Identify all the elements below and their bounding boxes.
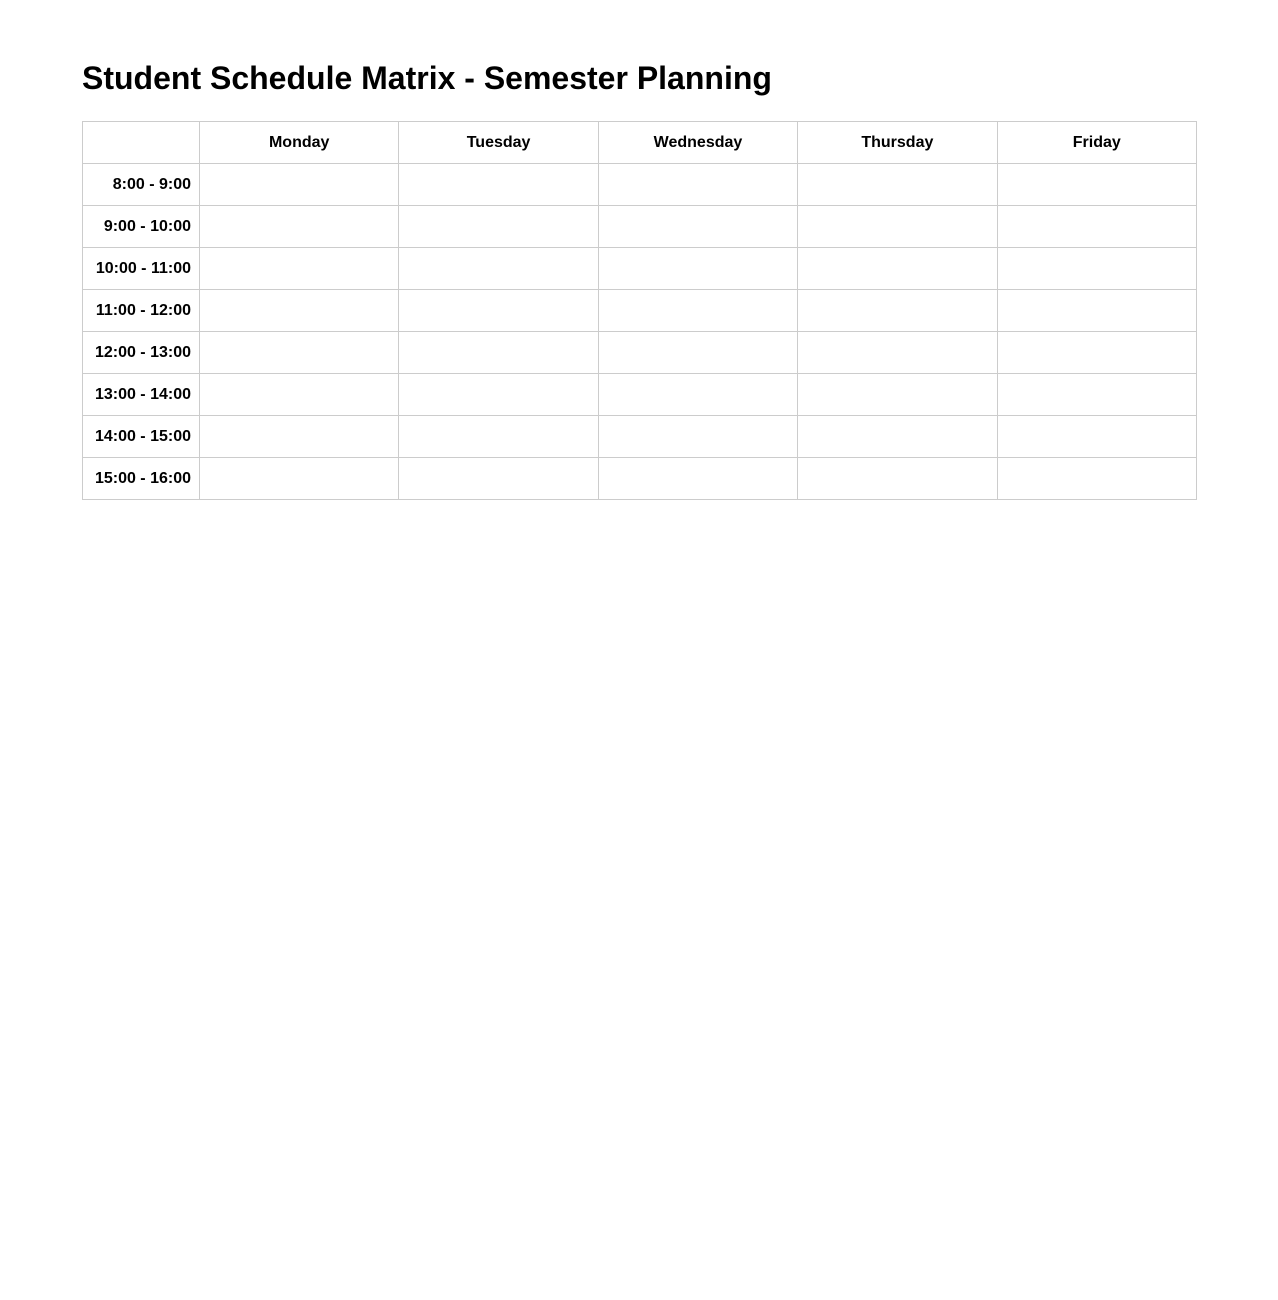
time-slot-label: 14:00 - 15:00 (83, 416, 200, 458)
schedule-cell-wednesday[interactable] (598, 416, 797, 458)
schedule-table (82, 121, 1197, 500)
schedule-cell-wednesday[interactable] (598, 206, 797, 248)
schedule-cell-monday[interactable] (200, 332, 399, 374)
schedule-cell-friday[interactable] (997, 458, 1196, 500)
schedule-cell-tuesday[interactable] (399, 290, 598, 332)
schedule-cell-friday[interactable] (997, 164, 1196, 206)
page-container (82, 56, 1196, 487)
schedule-cell-thursday[interactable] (798, 416, 997, 458)
schedule-cell-friday[interactable] (997, 290, 1196, 332)
time-slot-label: 10:00 - 11:00 (83, 248, 200, 290)
corner-cell (83, 122, 200, 164)
time-slot-row (83, 290, 1197, 332)
schedule-cell-tuesday[interactable] (399, 458, 598, 500)
time-slot-row (83, 248, 1197, 290)
schedule-cell-thursday[interactable] (798, 374, 997, 416)
time-slot-row (83, 374, 1197, 416)
schedule-cell-thursday[interactable] (798, 458, 997, 500)
time-slot-label: 11:00 - 12:00 (83, 290, 200, 332)
schedule-cell-wednesday[interactable] (598, 374, 797, 416)
page-title: Student Schedule Matrix - Semester Planning (82, 60, 772, 96)
time-slot-row (83, 332, 1197, 374)
schedule-cell-monday[interactable] (200, 374, 399, 416)
day-header-tuesday: Tuesday (399, 122, 598, 164)
time-slot-label: 8:00 - 9:00 (83, 164, 200, 206)
schedule-cell-monday[interactable] (200, 164, 399, 206)
schedule-cell-thursday[interactable] (798, 206, 997, 248)
schedule-cell-monday[interactable] (200, 206, 399, 248)
schedule-cell-tuesday[interactable] (399, 332, 598, 374)
time-slot-label: 12:00 - 13:00 (83, 332, 200, 374)
schedule-cell-tuesday[interactable] (399, 248, 598, 290)
schedule-cell-monday[interactable] (200, 290, 399, 332)
time-slot-row (83, 458, 1197, 500)
schedule-cell-thursday[interactable] (798, 164, 997, 206)
schedule-cell-wednesday[interactable] (598, 332, 797, 374)
schedule-cell-friday[interactable] (997, 206, 1196, 248)
header-row (83, 122, 1197, 164)
schedule-cell-wednesday[interactable] (598, 290, 797, 332)
schedule-cell-thursday[interactable] (798, 332, 997, 374)
time-slot-row (83, 416, 1197, 458)
schedule-cell-monday[interactable] (200, 458, 399, 500)
schedule-cell-friday[interactable] (997, 332, 1196, 374)
schedule-cell-tuesday[interactable] (399, 206, 598, 248)
schedule-cell-wednesday[interactable] (598, 164, 797, 206)
schedule-cell-monday[interactable] (200, 248, 399, 290)
schedule-cell-friday[interactable] (997, 374, 1196, 416)
day-header-wednesday: Wednesday (598, 122, 797, 164)
schedule-cell-thursday[interactable] (798, 290, 997, 332)
schedule-cell-tuesday[interactable] (399, 164, 598, 206)
day-header-thursday: Thursday (798, 122, 997, 164)
time-slot-row (83, 206, 1197, 248)
time-slot-label: 15:00 - 16:00 (83, 458, 200, 500)
time-slot-label: 13:00 - 14:00 (83, 374, 200, 416)
schedule-cell-thursday[interactable] (798, 248, 997, 290)
schedule-cell-wednesday[interactable] (598, 458, 797, 500)
time-slot-label: 9:00 - 10:00 (83, 206, 200, 248)
schedule-cell-tuesday[interactable] (399, 416, 598, 458)
schedule-cell-tuesday[interactable] (399, 374, 598, 416)
day-header-monday: Monday (200, 122, 399, 164)
schedule-cell-wednesday[interactable] (598, 248, 797, 290)
schedule-cell-friday[interactable] (997, 416, 1196, 458)
time-slot-row (83, 164, 1197, 206)
day-header-friday: Friday (997, 122, 1196, 164)
schedule-cell-friday[interactable] (997, 248, 1196, 290)
schedule-cell-monday[interactable] (200, 416, 399, 458)
